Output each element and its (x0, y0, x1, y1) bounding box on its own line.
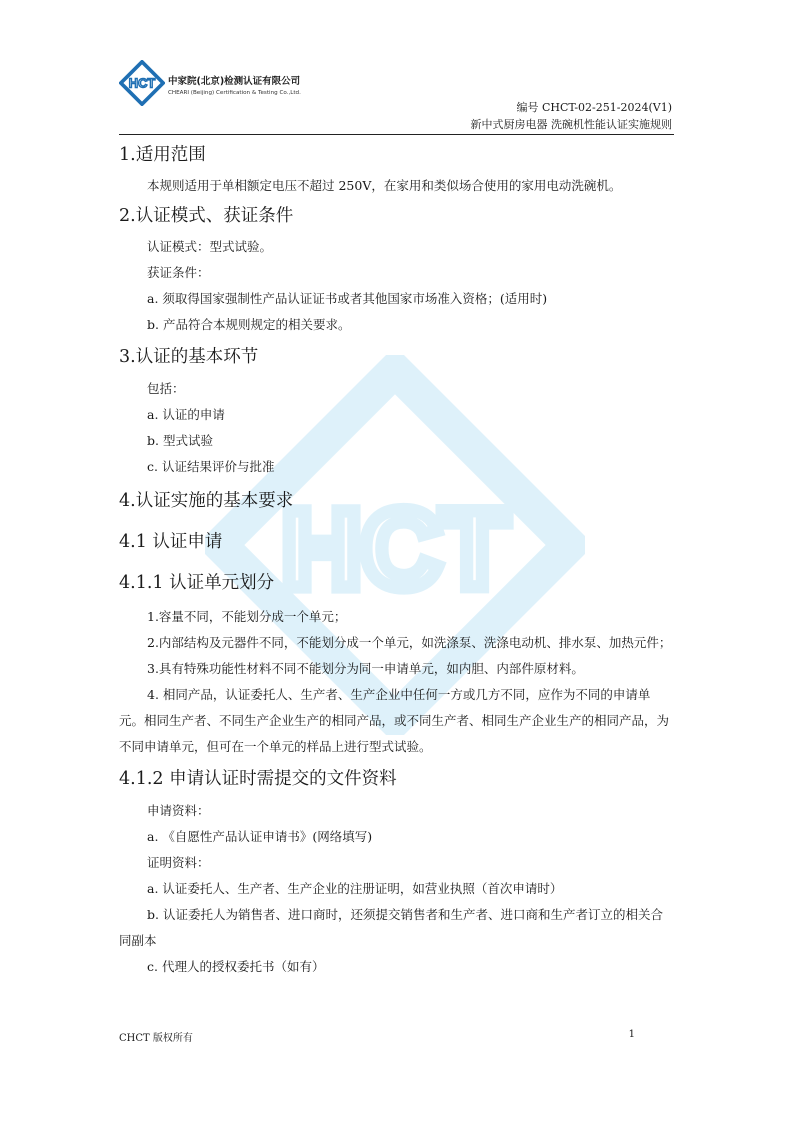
paragraph: 本规则适用于单相额定电压不超过 250V，在家用和类似场合使用的家用电动洗碗机。 (147, 178, 622, 193)
document-body (119, 140, 675, 980)
list-item: a. 《自愿性产品认证申请书》(网络填写) (147, 829, 373, 844)
paragraph: 包括： (147, 381, 185, 396)
logo-text: HCT (128, 75, 156, 91)
company-name-en: CHEARI (Beijing) Certification & Testing Co.,Ltd. (168, 90, 301, 96)
company-logo (119, 60, 165, 106)
footer-copyright: CHCT 版权所有 (119, 1033, 193, 1044)
list-item: c. 代理人的授权委托书（如有） (147, 959, 325, 974)
section-heading-4-1: 4.1 认证申请 (119, 532, 223, 552)
section-heading-4-1-2: 4.1.2 申请认证时需提交的文件资料 (119, 769, 397, 789)
watermark-text: HCT (281, 487, 509, 611)
page-number: 1 (628, 1029, 635, 1040)
section-heading-4: 4.认证实施的基本要求 (119, 491, 294, 511)
document-code: 编号 CHCT-02-251-2024(V1) (516, 101, 672, 114)
list-item: a. 认证委托人、生产者、生产企业的注册证明，如营业执照（首次申请时） (147, 881, 563, 896)
paragraph: 3.具有特殊功能性材料不同不能划分为同一申请单元，如内胆、内部件原材料。 (147, 661, 584, 676)
company-name (168, 73, 301, 96)
list-item: c. 认证结果评价与批准 (147, 459, 275, 474)
paragraph: 申请资料： (147, 803, 210, 818)
section-heading-1: 1.适用范围 (119, 145, 206, 165)
paragraph: 2.内部结构及元器件不同，不能划分成一个单元，如洗涤泵、洗涤电动机、排水泵、加热元件； (147, 635, 672, 650)
section-heading-3: 3.认证的基本环节 (119, 347, 259, 367)
section-heading-4-1-1: 4.1.1 认证单元划分 (119, 573, 275, 593)
list-item: b. 产品符合本规则规定的相关要求。 (147, 317, 351, 332)
paragraph: 4. 相同产品，认证委托人、生产者、生产企业中任何一方或几方不同，应作为不同的申请单元。相同生产者、不同生产企业生产的相同产品，或不同生产者、相同生产企业生产的相同产品，为不同申请单元，但可在一个单元的样品上进行型式试验。 (119, 687, 670, 754)
paragraph: 证明资料： (147, 855, 210, 870)
list-item: b. 型式试验 (147, 433, 213, 448)
section-heading-2: 2.认证模式、获证条件 (119, 206, 294, 226)
paragraph: 获证条件： (147, 265, 210, 280)
document-title: 新中式厨房电器 洗碗机性能认证实施规则 (470, 118, 672, 131)
list-item: a. 须取得国家强制性产品认证证书或者其他国家市场准入资格；(适用时) (147, 291, 548, 306)
paragraph: 1.容量不同，不能划分成一个单元； (147, 609, 347, 624)
list-item: a. 认证的申请 (147, 407, 225, 422)
company-name-cn: 中家院(北京)检测认证有限公司 (168, 76, 301, 87)
header-divider (119, 134, 674, 135)
paragraph: 认证模式：型式试验。 (147, 239, 273, 254)
list-item: b. 认证委托人为销售者、进口商时，还须提交销售者和生产者、进口商和生产者订立的相关合同副本 (119, 907, 663, 948)
